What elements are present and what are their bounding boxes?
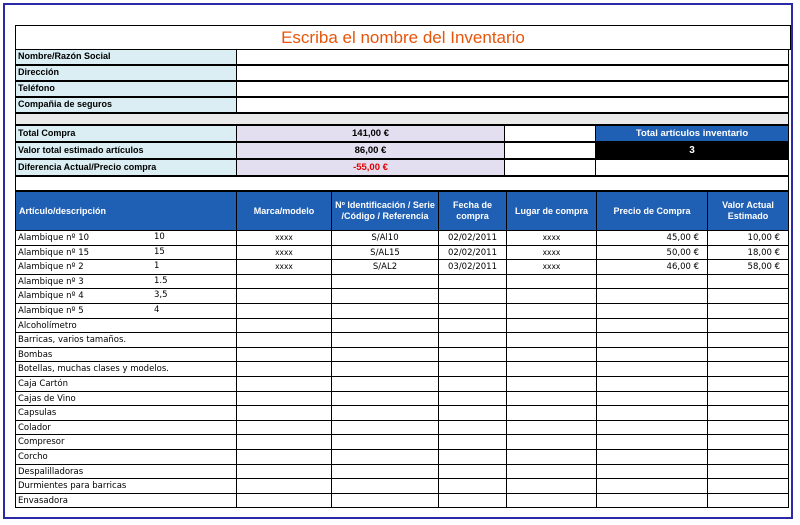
cell-value[interactable] [707,332,789,348]
cell-date[interactable] [438,288,507,304]
cell-value[interactable] [707,361,789,377]
cell-price[interactable] [596,332,708,348]
cell-date[interactable] [438,434,507,450]
cell-article[interactable]: Envasadora [15,493,237,509]
spacer-row [15,176,789,191]
cell-ref[interactable]: S/Al10 [331,230,439,246]
cell-value[interactable] [707,464,789,480]
cell-place[interactable] [506,405,597,421]
header-place[interactable]: Lugar de compra [506,191,597,231]
cell-ref[interactable] [331,434,439,450]
cell-article[interactable]: Alambique nº 15 [15,245,237,261]
cell-value[interactable] [707,478,789,494]
cell-ref[interactable] [331,376,439,392]
table-row [15,405,789,420]
cell-place[interactable] [506,391,597,407]
cell-place[interactable] [506,376,597,392]
cell-brand[interactable]: xxxx [236,230,332,246]
cell-brand[interactable] [236,332,332,348]
cell-quantity [152,318,212,333]
cell-brand[interactable]: xxxx [236,245,332,261]
cell-ref[interactable] [331,332,439,348]
cell-date[interactable] [438,361,507,377]
cell-quantity [152,449,212,464]
cell-value[interactable] [707,376,789,392]
summary-label: Diferencia Actual/Precio compra [15,159,237,176]
cell-brand[interactable] [236,361,332,377]
cell-place[interactable] [506,332,597,348]
cell-quantity [152,478,212,493]
cell-price[interactable] [596,288,708,304]
table-row [15,230,789,245]
info-label: Teléfono [15,81,237,97]
summary-value: -55,00 € [236,159,505,176]
spacer-row [15,113,789,125]
cell-value[interactable] [707,347,789,363]
cell-quantity [152,493,212,508]
cell-ref[interactable] [331,449,439,465]
cell-article[interactable]: Alambique nº 4 [15,288,237,304]
cell-place[interactable] [506,493,597,509]
cell-price[interactable] [596,464,708,480]
cell-place[interactable] [506,420,597,436]
cell-quantity: 1 [154,261,160,272]
table-row [15,464,789,479]
summary-blank-cell[interactable] [504,142,596,159]
cell-price[interactable] [596,405,708,421]
cell-brand[interactable] [236,405,332,421]
cell-place[interactable] [506,478,597,494]
table-row [15,361,789,376]
cell-brand[interactable] [236,449,332,465]
cell-value[interactable] [707,420,789,436]
cell-date[interactable] [438,464,507,480]
cell-article[interactable]: Alambique nº 10 [15,230,237,246]
cell-value[interactable] [707,391,789,407]
table-row [15,493,789,508]
cell-ref[interactable] [331,361,439,377]
total-articles-label: Total artículos inventario [595,125,789,142]
cell-article[interactable]: Alcoholímetro [15,318,237,334]
cell-ref[interactable] [331,347,439,363]
cell-article[interactable]: Capsulas [15,405,237,421]
cell-brand[interactable] [236,303,332,319]
table-row [15,245,789,260]
cell-brand[interactable] [236,420,332,436]
cell-article[interactable]: Colador [15,420,237,436]
header-value[interactable]: Valor Actual Estimado [707,191,789,231]
cell-article[interactable]: Durmientes para barricas [15,478,237,494]
table-row [15,332,789,347]
summary-value: 86,00 € [236,142,505,159]
cell-date[interactable] [438,449,507,465]
cell-ref[interactable] [331,274,439,290]
cell-date[interactable] [438,391,507,407]
cell-article[interactable]: Alambique nº 3 [15,274,237,290]
cell-value[interactable]: 18,00 € [707,245,789,261]
cell-brand[interactable] [236,288,332,304]
cell-quantity [152,405,212,420]
cell-value[interactable] [707,434,789,450]
cell-price[interactable] [596,449,708,465]
cell-quantity [152,361,212,376]
cell-brand[interactable] [236,478,332,494]
info-value-cell[interactable] [236,65,789,81]
summary-blank-cell[interactable] [504,125,596,142]
cell-article[interactable]: Botellas, muchas clases y modelos. [15,361,237,377]
cell-price[interactable]: 46,00 € [596,259,708,275]
table-row [15,259,789,274]
cell-quantity: 10 [154,232,165,242]
row-separator [15,274,789,275]
cell-article[interactable]: Compresor [15,434,237,450]
cell-place[interactable] [506,288,597,304]
cell-article[interactable]: Bombas [15,347,237,363]
cell-place[interactable] [506,361,597,377]
cell-article[interactable]: Despalilladoras [15,464,237,480]
cell-price[interactable] [596,420,708,436]
cell-article[interactable]: Barricas, varios tamaños. [15,332,237,348]
cell-ref[interactable] [331,464,439,480]
cell-ref[interactable] [331,288,439,304]
cell-ref[interactable] [331,391,439,407]
cell-date[interactable]: 03/02/2011 [438,259,507,275]
cell-date[interactable] [438,274,507,290]
cell-quantity: 3,5 [154,290,168,301]
cell-quantity [152,464,212,479]
cell-quantity: 4 [154,305,160,315]
cell-price[interactable] [596,434,708,450]
inventory-title[interactable]: Escriba el nombre del Inventario [15,25,791,50]
cell-value[interactable] [707,318,789,334]
cell-price[interactable] [596,391,708,407]
cell-date[interactable]: 02/02/2011 [438,230,507,246]
cell-quantity [152,391,212,406]
cell-price[interactable] [596,376,708,392]
cell-date[interactable] [438,376,507,392]
spreadsheet-frame [3,3,793,519]
cell-brand[interactable]: xxxx [236,259,332,275]
cell-value[interactable] [707,405,789,421]
cell-ref[interactable] [331,493,439,509]
cell-ref[interactable] [331,318,439,334]
cell-quantity [152,434,212,449]
cell-brand[interactable] [236,391,332,407]
cell-price[interactable] [596,318,708,334]
header-date[interactable]: Fecha de compra [438,191,507,231]
cell-price[interactable] [596,274,708,290]
cell-price[interactable] [596,303,708,319]
summary-blank-cell[interactable] [595,159,789,176]
header-article[interactable]: Artículo/descripción [15,191,237,231]
info-value-cell[interactable] [236,97,789,113]
cell-place[interactable] [506,449,597,465]
cell-place[interactable] [506,347,597,363]
cell-ref[interactable]: S/AL2 [331,259,439,275]
cell-brand[interactable] [236,376,332,392]
summary-label: Valor total estimado artículos [15,142,237,159]
summary-value: 141,00 € [236,125,505,142]
cell-price[interactable]: 45,00 € [596,230,708,246]
table-row [15,318,789,333]
cell-date[interactable] [438,420,507,436]
info-label: Nombre/Razón Social [15,49,237,65]
cell-place[interactable] [506,303,597,319]
cell-price[interactable] [596,347,708,363]
cell-ref[interactable]: S/AL15 [331,245,439,261]
cell-ref[interactable] [331,478,439,494]
cell-date[interactable] [438,332,507,348]
header-brand[interactable]: Marca/modelo [236,191,332,231]
info-value-cell[interactable] [236,81,789,97]
summary-label: Total Compra [15,125,237,142]
cell-article[interactable]: Alambique nº 5 [15,303,237,319]
table-row [15,288,789,303]
cell-date[interactable] [438,493,507,509]
cell-date[interactable] [438,318,507,334]
table-row [15,449,789,464]
cell-date[interactable] [438,405,507,421]
cell-value[interactable] [707,274,789,290]
table-row [15,376,789,391]
cell-brand[interactable] [236,318,332,334]
cell-quantity [152,332,212,347]
cell-quantity [152,347,212,362]
cell-place[interactable] [506,464,597,480]
cell-value[interactable] [707,288,789,304]
cell-quantity [152,420,212,435]
cell-article[interactable]: Corcho [15,449,237,465]
cell-price[interactable] [596,361,708,377]
cell-price[interactable] [596,493,708,509]
cell-place[interactable] [506,274,597,290]
cell-value[interactable]: 58,00 € [707,259,789,275]
cell-place[interactable]: xxxx [506,230,597,246]
cell-place[interactable] [506,434,597,450]
cell-article[interactable]: Caja Cartón [15,376,237,392]
cell-brand[interactable] [236,274,332,290]
cell-place[interactable]: xxxx [506,259,597,275]
cell-ref[interactable] [331,405,439,421]
cell-value[interactable] [707,493,789,509]
table-row [15,420,789,435]
cell-value[interactable] [707,303,789,319]
header-price[interactable]: Precio de Compra [596,191,708,231]
cell-ref[interactable] [331,303,439,319]
cell-price[interactable] [596,478,708,494]
cell-quantity [152,376,212,391]
cell-price[interactable]: 50,00 € [596,245,708,261]
table-row [15,303,789,318]
cell-date[interactable] [438,478,507,494]
cell-quantity: 1.5 [154,275,168,286]
cell-date[interactable]: 02/02/2011 [438,245,507,261]
cell-quantity: 15 [154,246,165,257]
cell-value[interactable]: 10,00 € [707,230,789,246]
cell-article[interactable]: Alambique nº 2 [15,259,237,275]
cell-date[interactable] [438,303,507,319]
cell-ref[interactable] [331,420,439,436]
info-label: Compañia de seguros [15,97,237,113]
cell-brand[interactable] [236,434,332,450]
table-row [15,478,789,493]
cell-brand[interactable] [236,464,332,480]
cell-brand[interactable] [236,347,332,363]
header-reference[interactable]: Nº Identificación / Serie /Código / Referencia [331,191,439,231]
table-row [15,347,789,362]
info-label: Dirección [15,65,237,81]
summary-blank-cell[interactable] [504,159,596,176]
cell-place[interactable] [506,318,597,334]
cell-brand[interactable] [236,493,332,509]
total-articles-value: 3 [595,142,789,159]
cell-place[interactable]: xxxx [506,245,597,261]
cell-date[interactable] [438,347,507,363]
cell-value[interactable] [707,449,789,465]
table-row [15,434,789,449]
table-row [15,274,789,289]
table-row [15,391,789,406]
cell-article[interactable]: Cajas de Vino [15,391,237,407]
info-value-cell[interactable] [236,49,789,65]
